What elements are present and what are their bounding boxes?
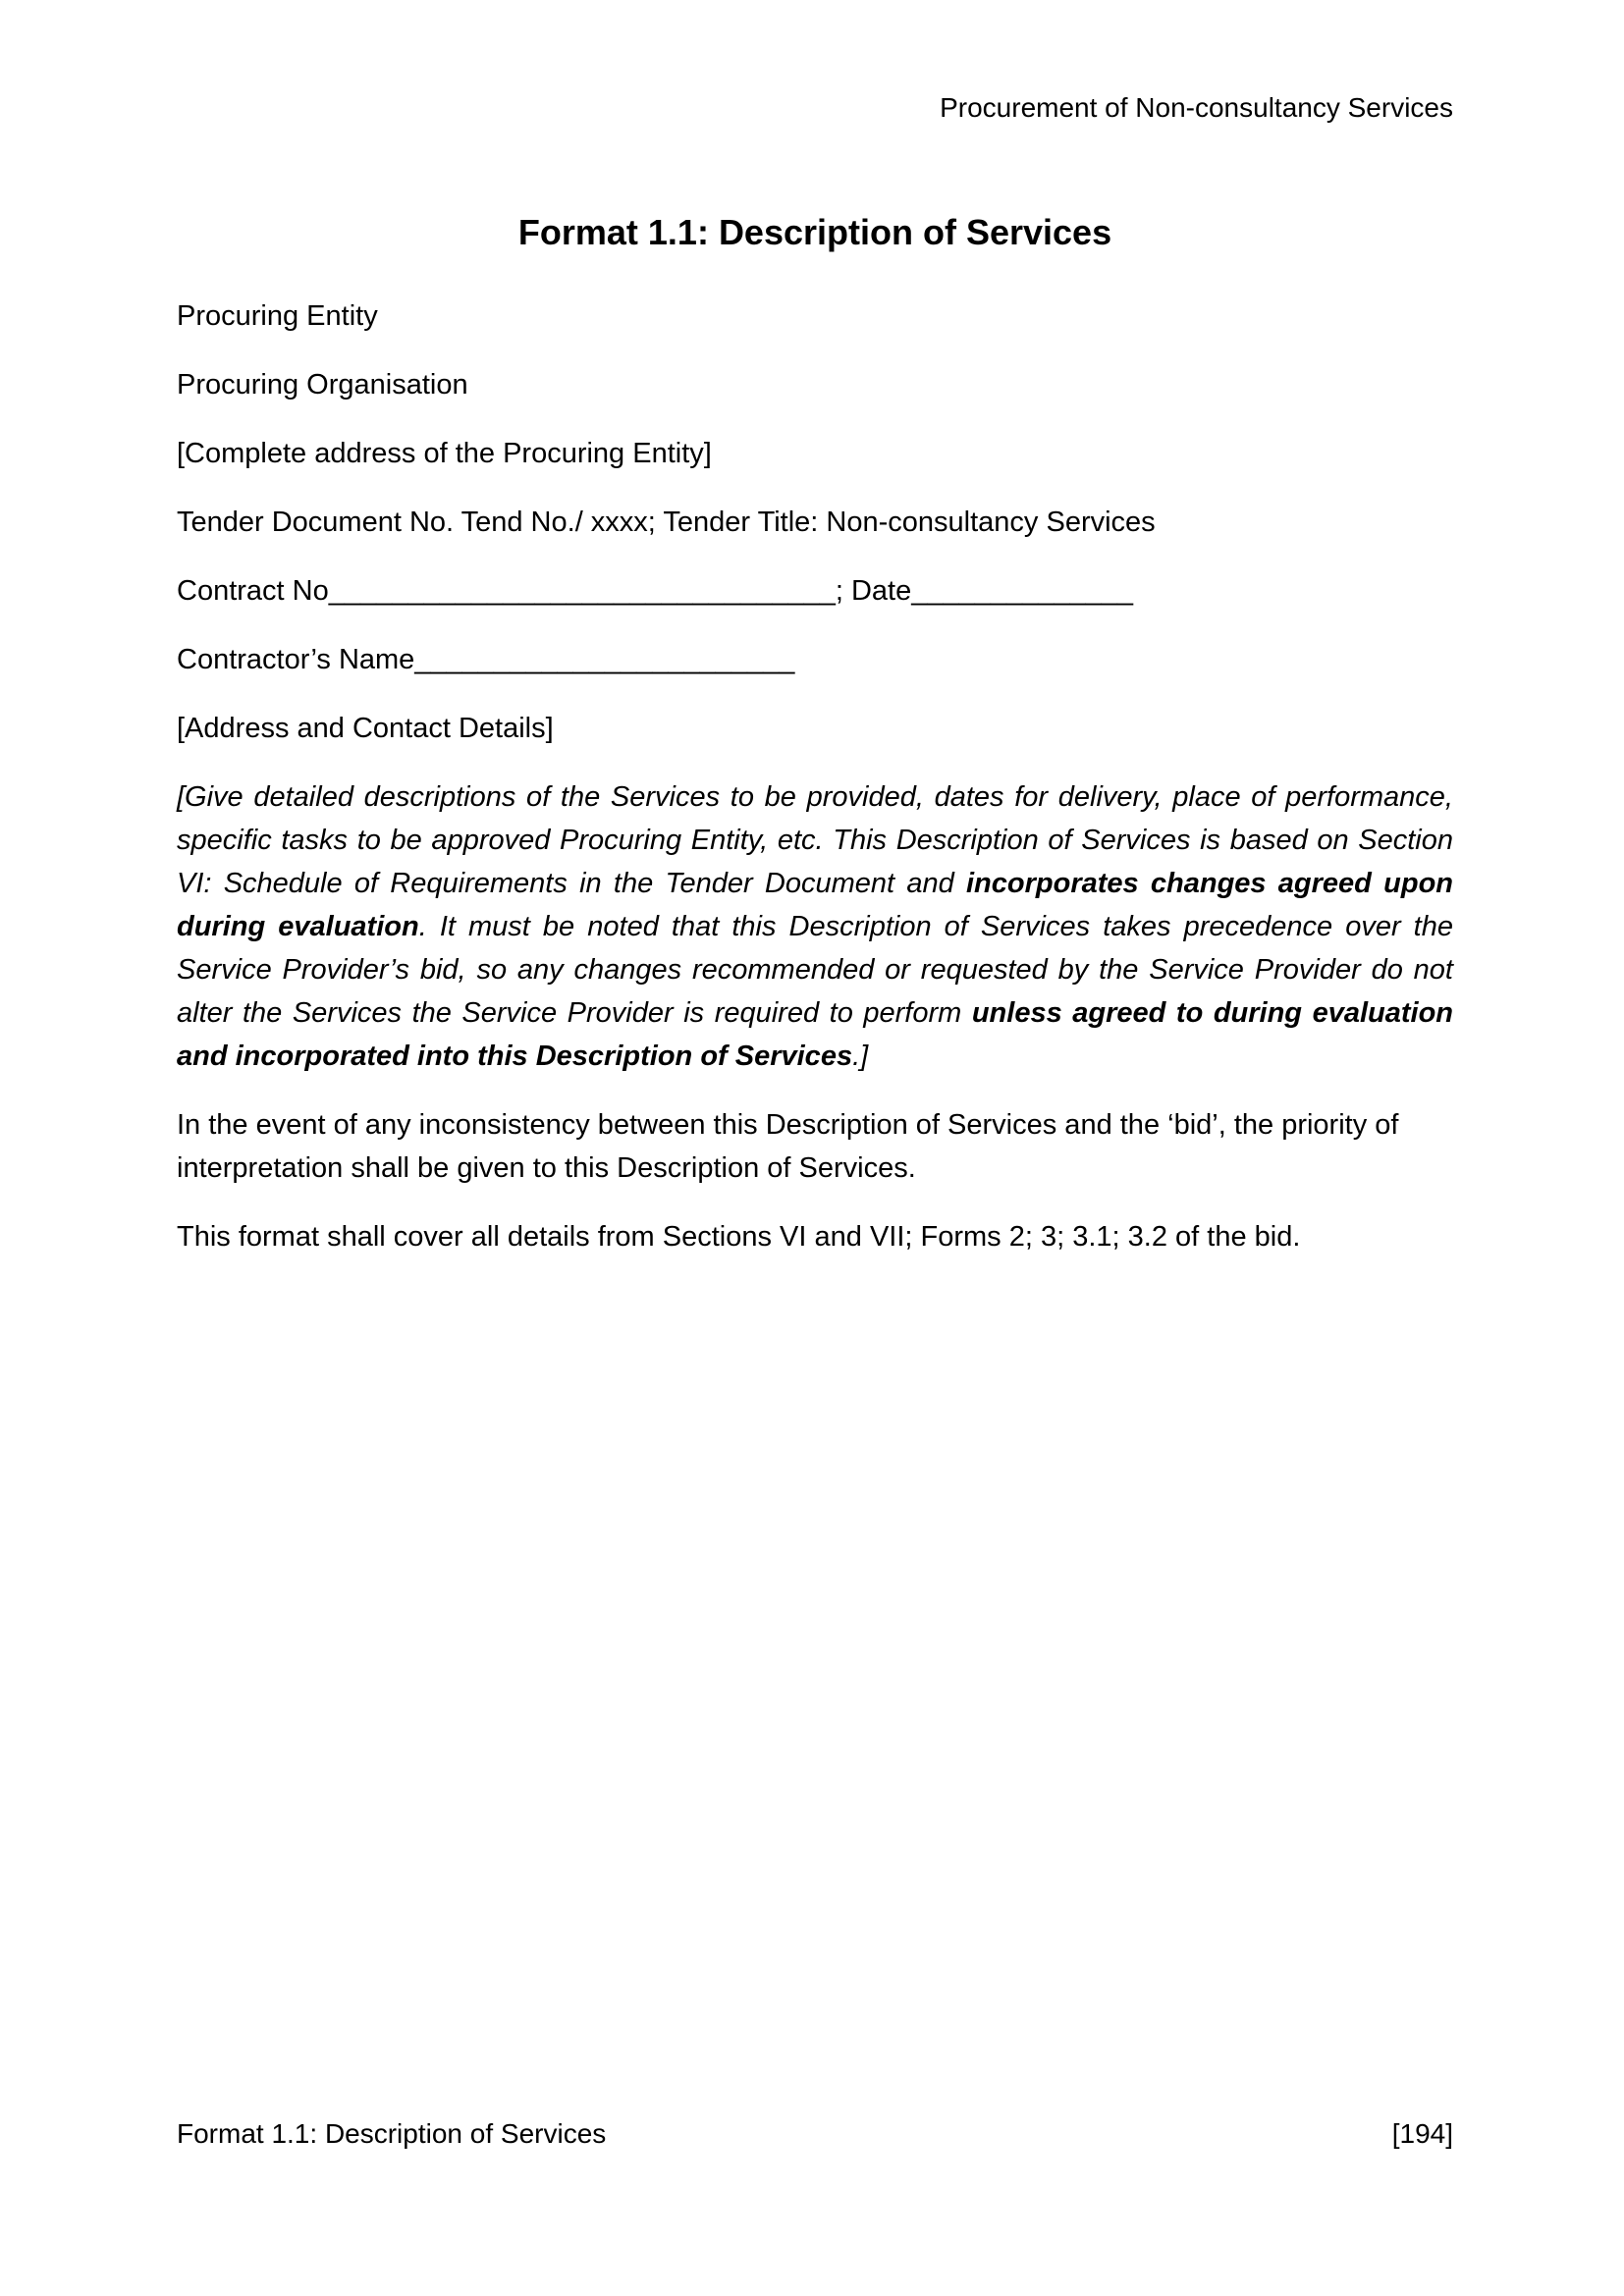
page-header: Procurement of Non-consultancy Services bbox=[940, 92, 1453, 123]
para-inconsistency-priority: In the event of any inconsistency between this Description of Services and the ‘bid’, the priority of interpretation shall be given to this Description of Services. bbox=[177, 1109, 1399, 1184]
para-procuring-organisation: Procuring Organisation bbox=[177, 369, 468, 400]
page-title: Format 1.1: Description of Services bbox=[517, 212, 1112, 252]
para-format-coverage: This format shall cover all details from Sections VI and VII; Forms 2; 3; 3.1; 3.2 of the bid. bbox=[177, 1221, 1301, 1253]
para-service-description-note: [Give detailed descriptions of the Services to be provided, dates for delivery, place of performance, specific tasks to be approved Procuring Entity, etc. This Description of Services is based on Section VI: Schedule of Requirements in the Tender Document and incorporates changes agreed upon during evaluation. It must be noted that this Description of Services takes precedence over the Service Provider’s bid, so any changes recommended or requested by the Service Provider do not alter the Services the Service Provider is required to perform unless agreed to during evaluation and incorporated into this Description of Services.] bbox=[177, 781, 1454, 1072]
para-address-contact-placeholder: [Address and Contact Details] bbox=[177, 713, 554, 744]
page-footer bbox=[177, 2118, 1453, 2150]
page-content bbox=[177, 0, 1453, 1284]
para-entity-address-placeholder: [Complete address of the Procuring Entity] bbox=[177, 438, 712, 469]
footer-title: Format 1.1: Description of Services bbox=[177, 2118, 607, 2149]
footer-page-number: [194] bbox=[1391, 2118, 1453, 2149]
para-contractor-name-line: Contractor’s Name________________________ bbox=[177, 644, 795, 675]
para-contract-no-date-line: Contract No________________________________; Date______________ bbox=[177, 575, 1134, 607]
para-tender-document-line: Tender Document No. Tend No./ xxxx; Tender Title: Non-consultancy Services bbox=[177, 507, 1156, 538]
para-procuring-entity: Procuring Entity bbox=[177, 300, 378, 332]
